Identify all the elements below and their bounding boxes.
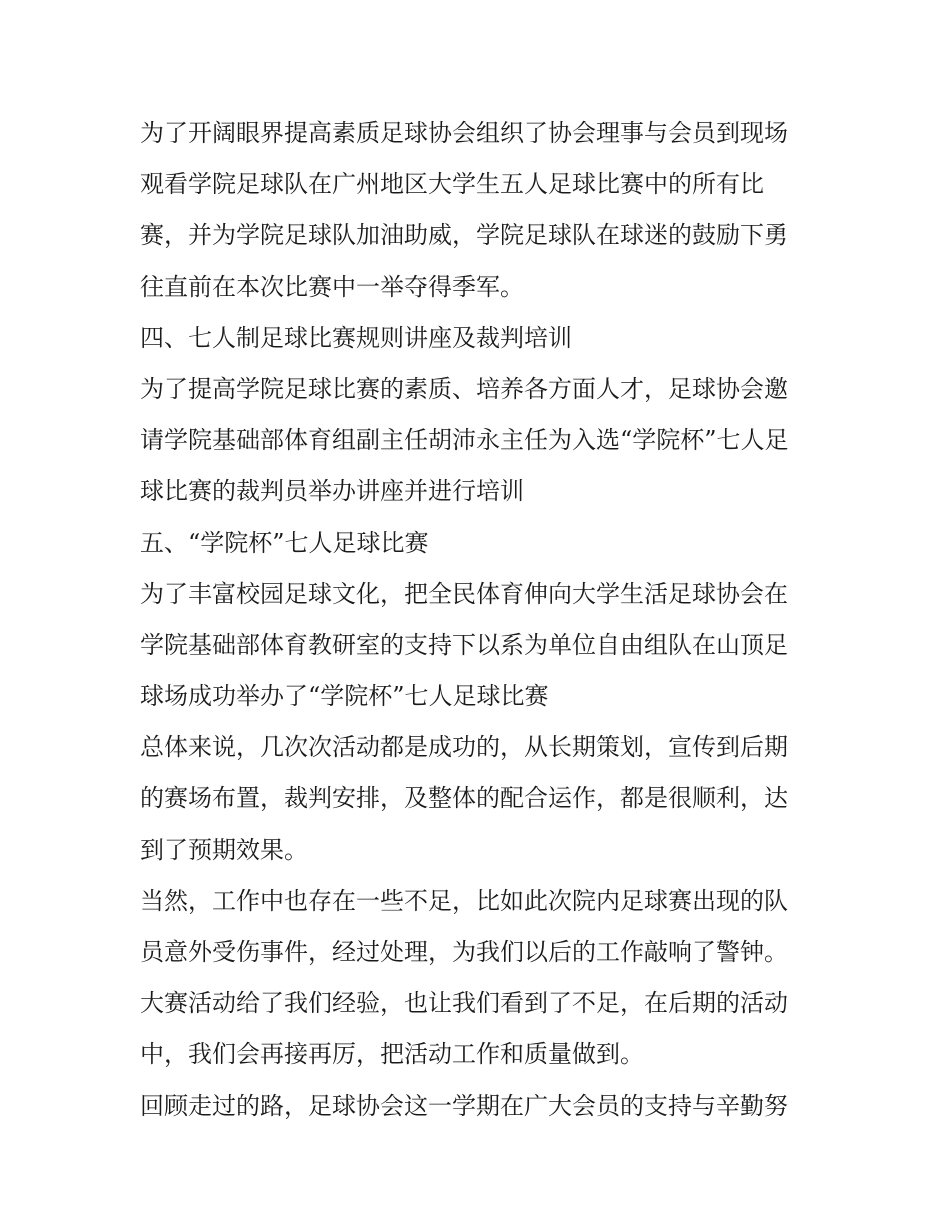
text-line: 到了预期效果。 [140, 835, 308, 864]
text-line: 赛，并为学院足球队加油助威，学院足球队在球迷的鼓励下勇 [140, 221, 788, 250]
section-heading: 四、七人制足球比赛规则讲座及裁判培训 [140, 323, 572, 352]
text-line: 总体来说，几次次活动都是成功的，从长期策划，宣传到后期 [140, 733, 788, 762]
text-line: 中，我们会再接再厉，把活动工作和质量做到。 [140, 1040, 644, 1069]
text-line: 回顾走过的路，足球协会这一学期在广大会员的支持与辛勤努 [140, 1091, 788, 1120]
text-line: 员意外受伤事件，经过处理，为我们以后的工作敲响了警钟。 [140, 938, 788, 966]
text-line: 大赛活动给了我们经验，也让我们看到了不足，在后期的活动 [140, 989, 788, 1018]
section-heading: 五、“学院杯”七人足球比赛 [140, 528, 429, 557]
text-line: 往直前在本次比赛中一举夺得季军。 [140, 272, 524, 301]
text-line: 球比赛的裁判员举办讲座并进行培训 [140, 477, 524, 506]
text-line: 观看学院足球队在广州地区大学生五人足球比赛中的所有比 [140, 170, 764, 199]
text-line: 为了提高学院足球比赛的素质、培养各方面人才，足球协会邀 [140, 374, 788, 403]
text-line: 学院基础部体育教研室的支持下以系为单位自由组队在山顶足 [140, 630, 788, 659]
text-line: 为了丰富校园足球文化，把全民体育伸向大学生活足球协会在 [140, 579, 788, 608]
body-text [140, 108, 830, 1132]
text-line: 的赛场布置，裁判安排，及整体的配合运作，都是很顺利，达 [140, 784, 788, 813]
text-line: 当然，工作中也存在一些不足，比如此次院内足球赛出现的队 [140, 886, 788, 915]
text-line: 请学院基础部体育组副主任胡沛永主任为入选“学院杯”七人足 [140, 426, 789, 455]
text-line: 为了开阔眼界提高素质足球协会组织了协会理事与会员到现场 [140, 119, 788, 147]
text-line: 球场成功举办了“学院杯”七人足球比赛 [140, 682, 549, 711]
